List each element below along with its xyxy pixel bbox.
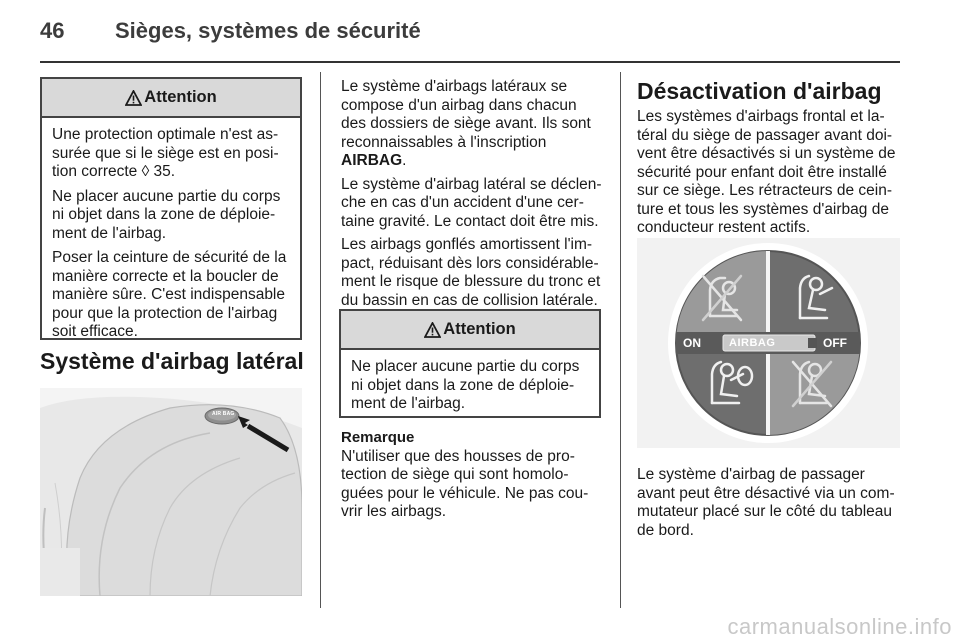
warning1-paragraph-2: Ne placer aucune partie du corps ni objet dans la zone de déploie- ment de l'airbag.: [52, 187, 281, 242]
warning-box-2: [339, 309, 601, 418]
warning-triangle-icon: [125, 90, 142, 106]
page-header: [40, 18, 900, 58]
warning-header-2: [341, 311, 599, 350]
switch-off-label: OFF: [823, 336, 847, 350]
side-airbag-paragraph-3: Les airbags gonflés amortissent l'im- pact, réduisant dès lors considérable- ment le risque de blessure du tronc et du bassin en cas de collision latérale.: [341, 236, 601, 309]
header-rule: [40, 61, 900, 63]
airbag-switch-illustration: [637, 238, 900, 448]
airbag-inscription: AIRBAG: [341, 152, 403, 169]
seat-airbag-illustration: [40, 388, 302, 596]
warning-triangle-icon: [424, 322, 441, 338]
warning-header-1: [42, 79, 300, 118]
warning1-paragraph-1: Une protection optimale n'est as- surée que si le siège est en posi- tion correcte ◊ 35.: [52, 126, 279, 180]
deactivation-text-2: [637, 466, 907, 545]
column-divider-1: [320, 72, 321, 608]
switch-on-label: ON: [683, 336, 701, 350]
deactivation-paragraph-2: Le système d'airbag de passager avant peut être désactivé via un com- mutateur placé sur le côté du tableau de bord.: [637, 466, 895, 539]
side-airbag-text-1a: Le système d'airbags latéraux se compose d'un airbag dans chacun des dossiers de siège avant. Ils sont reconnaissables à l'inscription: [341, 78, 591, 151]
section-heading-side-airbag: Système d'airbag latéral: [40, 348, 304, 374]
switch-center-label: AIRBAG: [729, 337, 776, 349]
deactivation-text-1: [637, 108, 907, 243]
warning-label-2: Attention: [443, 320, 516, 338]
column-2-text: [341, 78, 609, 315]
section-heading-airbag-deactivation: Désactivation d'airbag: [637, 78, 882, 104]
watermark: carmanualsonline.info: [727, 614, 952, 639]
seat-airbag-tag: AIR BAG: [212, 411, 235, 417]
note-block: [341, 429, 609, 522]
note-label: Remarque: [341, 429, 415, 446]
warning-box-1: [40, 77, 302, 340]
side-airbag-paragraph-1: [341, 78, 609, 171]
side-airbag-paragraph-2: Le système d'airbag latéral se déclen- che en cas d'un accident d'une cer- taine gravité. Le contact doit être mis.: [341, 175, 602, 230]
warning-label-1: Attention: [144, 88, 217, 106]
page-title: Sièges, systèmes de sécurité: [115, 18, 421, 43]
side-airbag-text-1c: .: [402, 152, 407, 169]
column-divider-2: [620, 72, 621, 608]
warning2-paragraph-1: Ne placer aucune partie du corps ni objet dans la zone de déploie- ment de l'airbag.: [351, 358, 580, 412]
deactivation-paragraph-1: Les systèmes d'airbags frontal et la- téral du siège de passager avant doi- vent être désactivés si un système de sécurité pour enfant doit être installé sur ce siège. Les rétracteurs de cein- ture et tous les systèmes d'airbag de conducteur restent actifs.: [637, 108, 896, 236]
warning1-paragraph-3: Poser la ceinture de sécurité de la manière correcte et la boucler de manière sûre. C'est indispensable pour que la protection de l'airbag soit efficace.: [52, 249, 287, 340]
note-text: N'utiliser que des housses de pro- tection de siège qui sont homolo- guées pour le véhicule. Ne pas cou- vrir les airbags.: [341, 447, 589, 520]
page-number: 46: [40, 18, 65, 43]
